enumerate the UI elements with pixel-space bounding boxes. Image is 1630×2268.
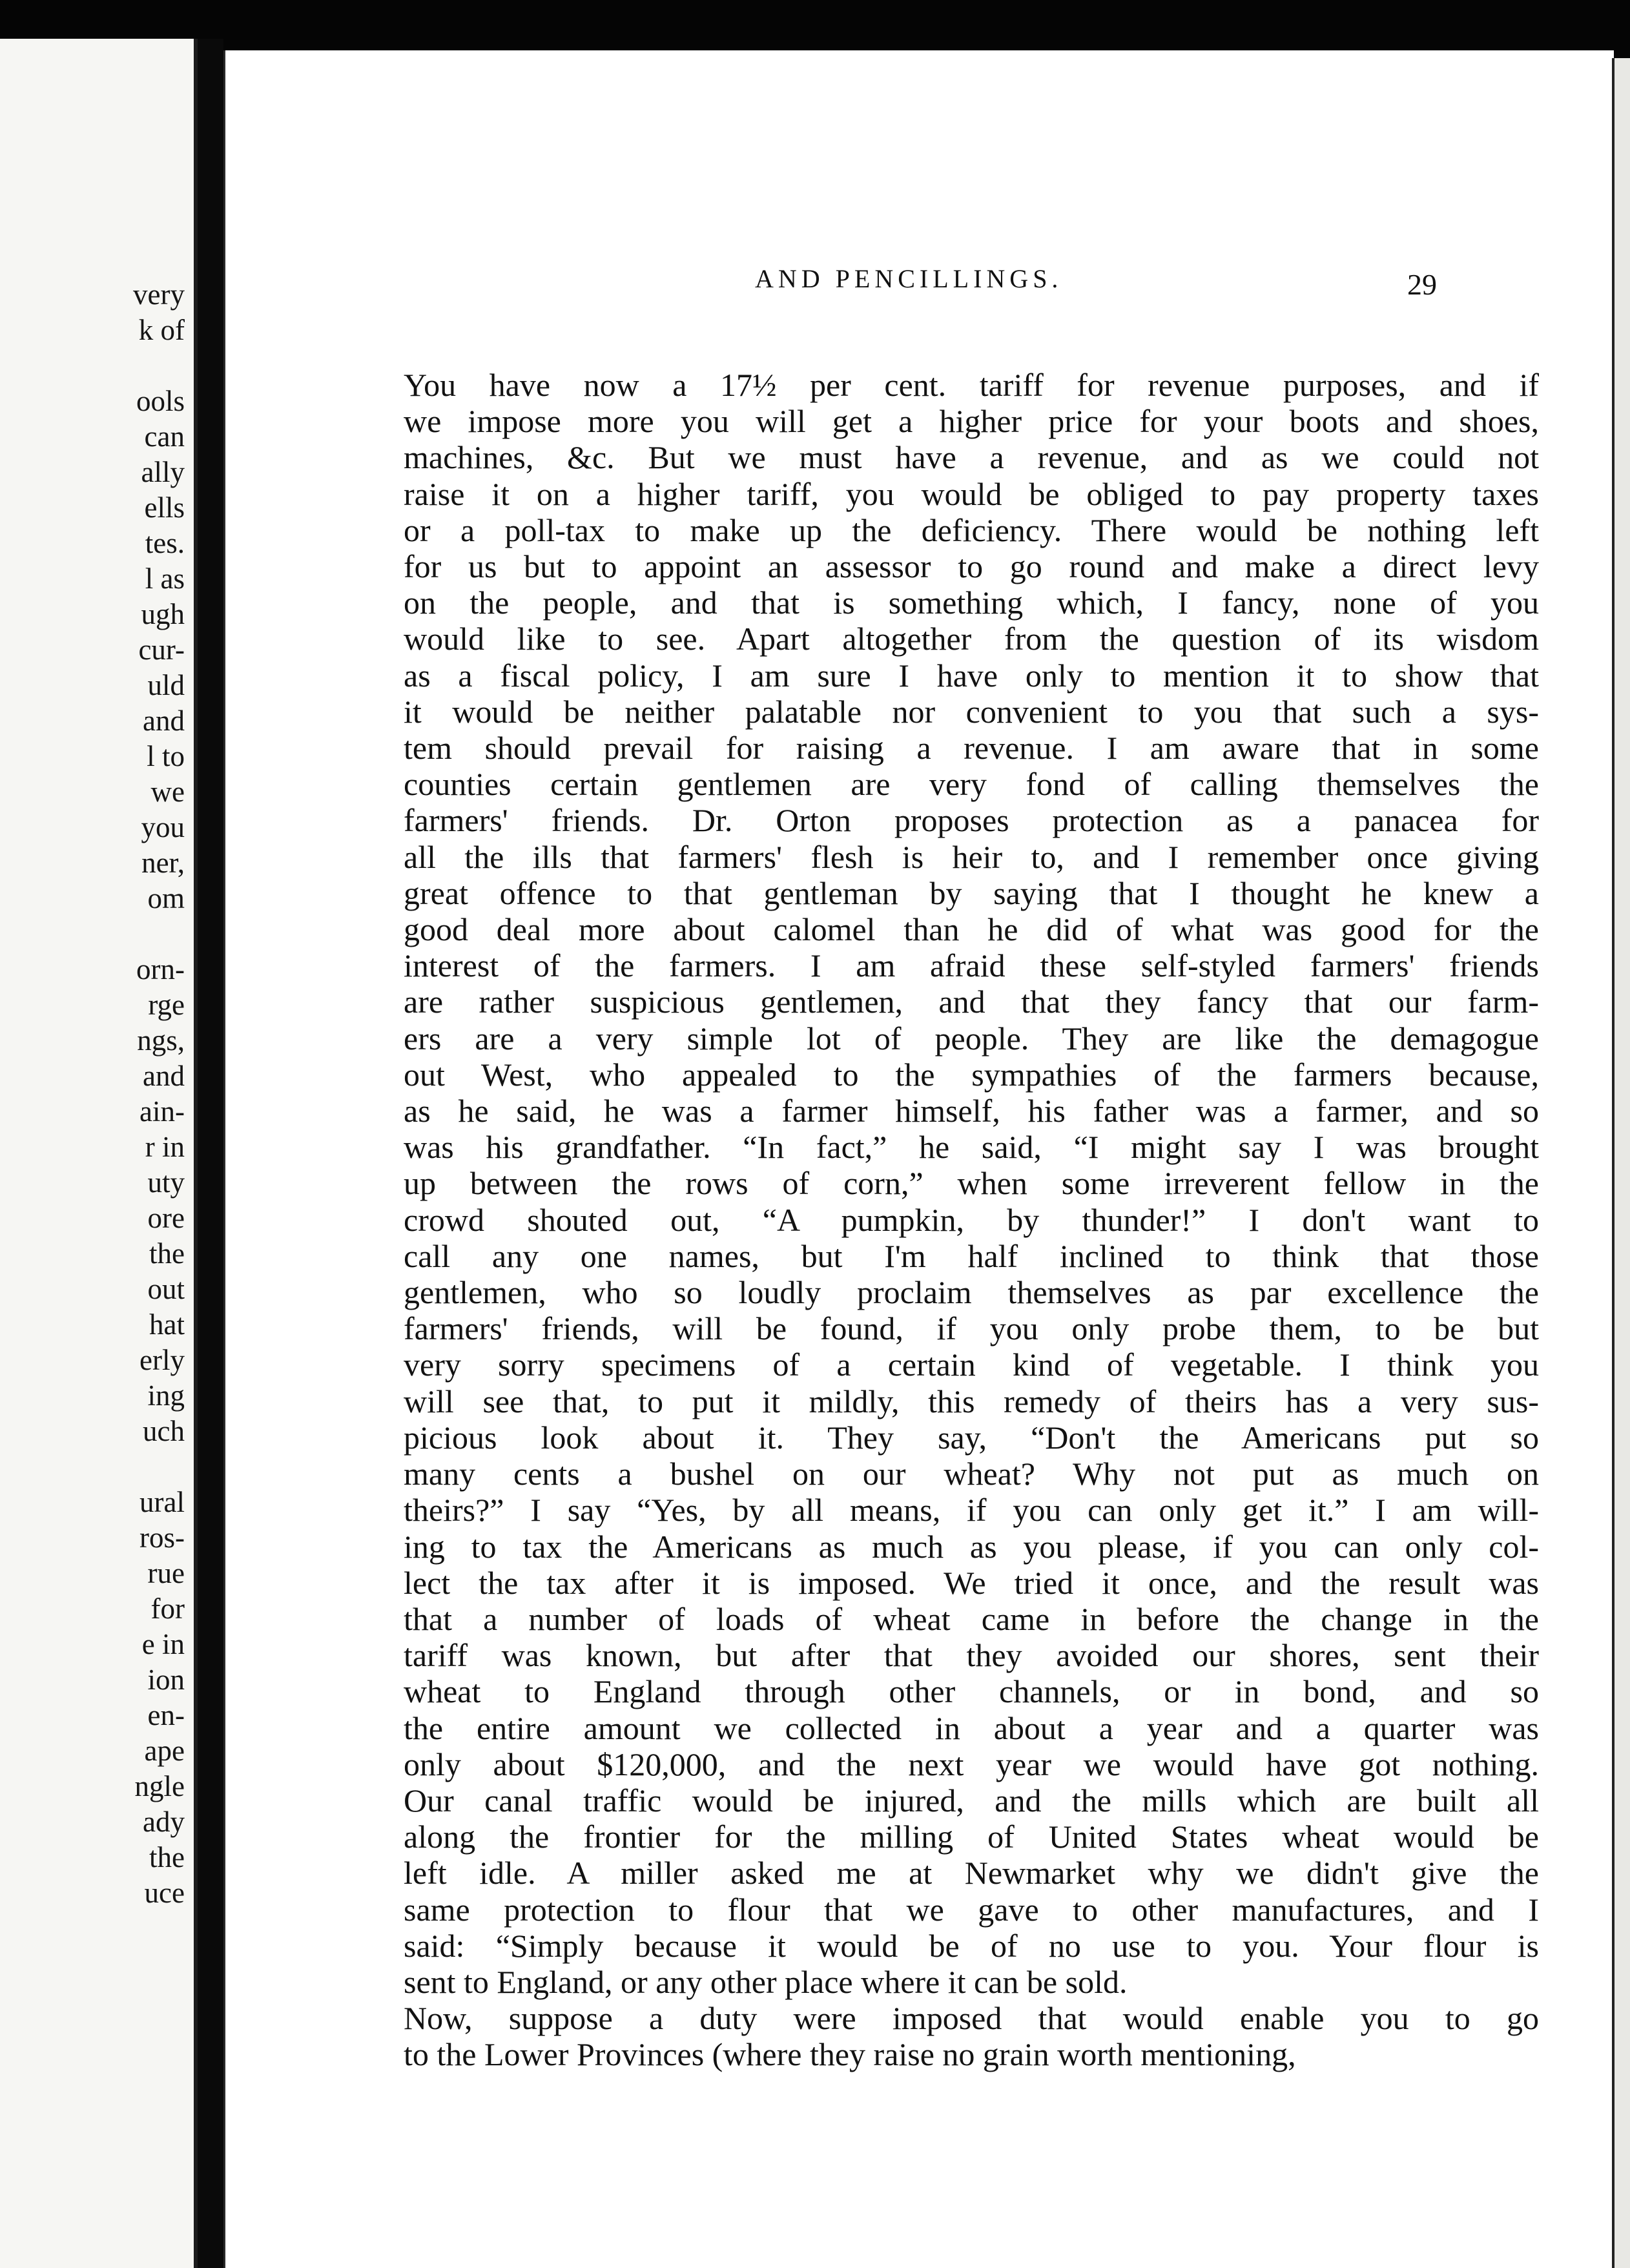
text-line: the entire amount we collected in about a year and a quarter was [404,1709,1539,1746]
left-page-fragment-line: ngle [134,1770,185,1802]
left-page-fragment-line: uce [144,1877,185,1909]
text-line: said: “Simply because it would be of no use to you. Your flour is [404,1927,1539,1964]
text-line: gentlemen, who so loudly proclaim themselves as par excellence the [404,1274,1539,1311]
left-page-fragment [0,39,198,2268]
text-line: raise it on a higher tariff, you would be obliged to pay property taxes [404,475,1539,512]
text-line: You have now a 17½ per cent. tariff for revenue purposes, and if [404,367,1539,403]
left-page-fragment-line: ools [136,385,185,417]
left-page-fragment-line: ros- [139,1521,185,1554]
text-line: machines, &c. But we must have a revenue, and as we could not [404,439,1539,476]
text-line: ers are a very simple lot of people. They are like the demagogue [404,1020,1539,1057]
left-page-fragment-line: ally [141,456,185,488]
left-page-fragment-line: uld [147,669,185,701]
text-line: out West, who appealed to the sympathies of the farmers because, [404,1056,1539,1093]
left-page-fragment-line: and [143,705,185,737]
left-page-fragment-line: ion [147,1664,185,1696]
left-page-fragment-line: you [141,811,185,843]
left-page-fragment-line: ells [144,491,185,524]
left-page-fragment-line: ugh [141,598,185,630]
text-line: was his grandfather. “In fact,” he said, “I might say I was brought [404,1129,1539,1166]
left-page-fragment-line: ady [143,1806,185,1838]
left-page-fragment-line: hat [149,1308,185,1341]
text-line: it would be neither palatable nor convenient to you that such a sys- [404,693,1539,730]
text-line: farmers' friends. Dr. Orton proposes protection as a panacea for [404,802,1539,839]
left-page-fragment-line: the [149,1237,185,1270]
text-line: good deal more about calomel than he did of what was good for the [404,911,1539,948]
left-page-fragment-line: ape [144,1735,185,1767]
left-page-fragment-line: erly [139,1344,185,1376]
text-line: call any one names, but I'm half inclined to think that those [404,1237,1539,1274]
text-line: as he said, he was a farmer himself, his father was a farmer, and so [404,1093,1539,1129]
text-line: many cents a bushel on our wheat? Why not put as much on [404,1456,1539,1492]
text-line: left idle. A miller asked me at Newmarket why we didn't give the [404,1855,1539,1892]
left-page-fragment-line: ngs, [137,1024,185,1057]
text-line: up between the rows of corn,” when some irreverent fellow in the [404,1165,1539,1202]
left-page-fragment-line: tes. [145,527,185,559]
text-line: farmers' friends, will be found, if you only probe them, to be but [404,1310,1539,1347]
left-page-fragment-line: very [133,278,185,311]
left-page-fragment-line: ain- [139,1095,185,1128]
text-line: on the people, and that is something which, I fancy, none of you [404,584,1539,621]
left-page-fragment-line: the [149,1841,185,1873]
paragraph [353,367,1539,2000]
left-page-fragment-line: we [150,776,185,808]
text-line: tem should prevail for raising a revenue. I am aware that in some [404,730,1539,767]
text-line: that a number of loads of wheat came in before the change in the [404,1600,1539,1637]
left-page-fragment-line: ore [147,1202,185,1234]
paragraph [353,2000,1539,2072]
text-line: or a poll-tax to make up the deficiency. There would be nothing left [404,511,1539,548]
left-page-fragment-line: om [147,882,185,914]
text-line: tariff was known, but after that they avoided our shores, sent their [404,1637,1539,1674]
text-line: very sorry specimens of a certain kind of vegetable. I think you [404,1346,1539,1383]
left-page-fragment-line: for [150,1593,185,1625]
text-line: ing to tax the Americans as much as you please, if you can only col- [404,1528,1539,1565]
text-line: same protection to flour that we gave to other manufactures, and I [404,1891,1539,1928]
text-line: wheat to England through other channels, or in bond, and so [404,1673,1539,1710]
left-page-fragment-line: e in [141,1628,185,1660]
left-page-fragment-line: l as [145,562,185,595]
left-page-fragment-line: ing [147,1379,185,1412]
left-page-fragment-line: rge [148,989,185,1021]
left-page-fragment-line: ner, [141,847,185,879]
text-line: Our canal traffic would be injured, and the mills which are built all [404,1782,1539,1819]
left-page-fragment-line: uch [143,1415,185,1447]
running-head: AND PENCILLINGS. [755,264,1063,293]
text-line: crowd shouted out, “A pumpkin, by thunder!” I don't want to [404,1201,1539,1238]
left-page-fragment-line: out [147,1273,185,1305]
left-page-fragment-line: en- [147,1699,185,1731]
text-line: counties certain gentlemen are very fond of calling themselves the [404,766,1539,803]
left-page-fragment-line: l to [147,740,185,772]
text-line: would like to see. Apart altogether from the question of its wisdom [404,621,1539,657]
text-line: we impose more you will get a higher price for your boots and shoes, [404,403,1539,440]
body-text [353,367,1539,2073]
left-page-fragment-line: r in [145,1131,185,1163]
page-number: 29 [1407,268,1437,301]
text-line: Now, suppose a duty were imposed that would enable you to go [404,2000,1539,2037]
left-page-fragment-line: cur- [138,634,185,666]
page-edge [1612,58,1630,2268]
text-line: great offence to that gentleman by saying that I thought he knew a [404,874,1539,911]
text-line: picious look about it. They say, “Don't the Americans put so [404,1419,1539,1456]
text-line: all the ills that farmers' flesh is heir to, and I remember once giving [404,838,1539,875]
left-page-fragment-line: k of [138,314,185,346]
left-page-fragment-line: rue [147,1557,185,1589]
text-line: for us but to appoint an assessor to go round and make a direct levy [404,548,1539,585]
text-line: only about $120,000, and the next year we would have got nothing. [404,1746,1539,1782]
text-line: interest of the farmers. I am afraid these self-styled farmers' friends [404,947,1539,984]
text-line: will see that, to put it mildly, this remedy of theirs has a very sus- [404,1383,1539,1419]
book-page [223,50,1614,2268]
left-page-fragment-line: orn- [136,953,185,985]
text-line: to the Lower Provinces (where they raise no grain worth mentioning, [404,2036,1296,2073]
text-line: theirs?” I say “Yes, by all means, if you can only get it.” I am will- [404,1492,1539,1529]
text-line: as a fiscal policy, I am sure I have only to mention it to show that [404,657,1539,694]
left-page-fragment-line: uty [147,1166,185,1199]
left-page-fragment-line: can [144,420,185,453]
left-page-fragment-line: ural [139,1486,185,1518]
text-line: along the frontier for the milling of United States wheat would be [404,1819,1539,1855]
text-line: are rather suspicious gentlemen, and that they fancy that our farm- [404,984,1539,1020]
book-gutter [198,39,223,2268]
page-header [225,263,1614,322]
left-page-fragment-line: and [143,1060,185,1092]
text-line: lect the tax after it is imposed. We tried it once, and the result was [404,1564,1539,1601]
text-line: sent to England, or any other place where it can be sold. [404,1963,1128,2000]
